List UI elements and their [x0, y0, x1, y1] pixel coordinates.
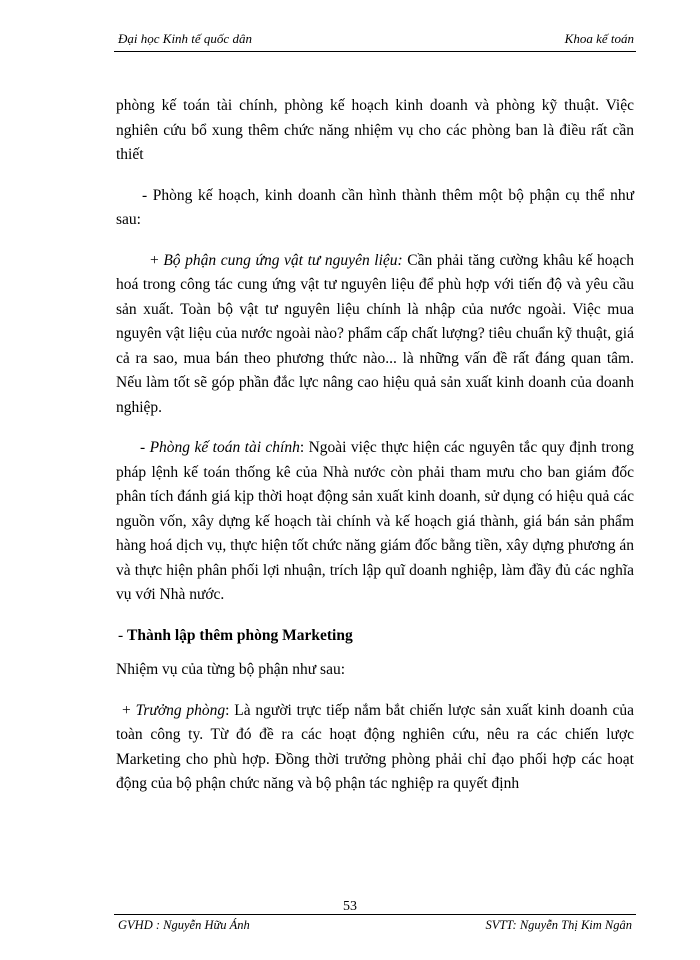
paragraph-marketing-heading — [116, 624, 634, 649]
paragraph-finance-dept — [116, 436, 634, 608]
supply-dept-title: Bộ phận cung ứng vật tư nguyên liệu: — [163, 251, 403, 269]
head-of-dept-text: : Là người trực tiếp nắm bắt chiến lược sản xuất kinh doanh của toàn công ty. Từ đó đề ra các hoạt động nghiên cứu, nêu ra các chiến lược Marketing cho phù hợp. Đồng thời trưởng phòng phải chỉ đạo phối hợp các hoạt động của bộ phận chức năng và bộ phận tác nghiệp ra quyết định — [116, 701, 634, 792]
footer-student: SVTT: Nguyễn Thị Kim Ngân — [485, 918, 632, 932]
finance-dept-text: : Ngoài việc thực hiện các nguyên tắc quy định trong pháp lệnh kế toán thống kê của Nhà nước còn phải tham mưu cho ban giám đốc phân tích đánh giá kịp thời hoạt động sản xuất kinh doanh, sử dụng có hiệu quả các nguồn vốn, xây dựng kế hoạch tài chính và kế hoạch giá thành, giá bán sản phẩm hàng hoá dịch vụ, thực hiện tốt chức năng giám đốc bằng tiền, xây dựng phương án và thực hiện phân phối lợi nhuận, trích lập quĩ doanh nghiệp, làm đầy đủ các nghĩa vụ với Nhà nước. — [116, 439, 634, 603]
footer-supervisor: GVHD : Nguyễn Hữu Ánh — [118, 918, 250, 932]
head-of-dept-title: Trưởng phòng — [135, 701, 226, 719]
page-header — [114, 29, 636, 52]
paragraph-1: phòng kế toán tài chính, phòng kế hoạch kinh doanh và phòng kỹ thuật. Việc nghiên cứu bổ xung thêm chức năng nhiệm vụ cho các phòng ban là điều rất cần thiết — [116, 97, 634, 163]
bullet-dash: - — [140, 439, 150, 456]
bullet-plus: + — [150, 251, 164, 269]
header-faculty: Khoa kế toán — [564, 31, 634, 46]
finance-dept-title: Phòng kế toán tài chính — [149, 439, 300, 456]
marketing-heading: Thành lập thêm phòng Marketing — [127, 626, 353, 644]
supply-dept-text: Cần phải tăng cường khâu kế hoạch hoá trong công tác cung ứng vật tư nguyên liệu để phù hợp với tiến độ và yêu cầu sản xuất. Toàn bộ vật tư nguyên liệu chính là nhập của nước ngoài. Việc mua nguyên vật liệu của nước ngoài nào? phẩm cấp chất lượng? tiêu chuẩn kỹ thuật, giá cả ra sao, mua bán theo phương thức nào... là những vấn đề rất đáng quan tâm. Nếu làm tốt sẽ góp phần đắc lực nâng cao hiệu quả sản xuất kinh doanh của doanh nghiệp. — [116, 251, 634, 416]
bullet-plus: + — [122, 701, 136, 719]
paragraph-duties: Nhiệm vụ của từng bộ phận như sau: — [116, 661, 346, 678]
page-footer — [114, 914, 636, 937]
page-body — [116, 94, 634, 813]
paragraph-2: - Phòng kế hoạch, kinh doanh cần hình thành thêm một bộ phận cụ thể như sau: — [116, 186, 634, 228]
page-number: 53 — [343, 899, 357, 914]
paragraph-supply-dept — [116, 249, 634, 421]
header-university: Đại học Kinh tế quốc dân — [118, 31, 252, 46]
paragraph-head-of-dept — [116, 699, 634, 797]
bullet-dash: - — [118, 626, 128, 644]
